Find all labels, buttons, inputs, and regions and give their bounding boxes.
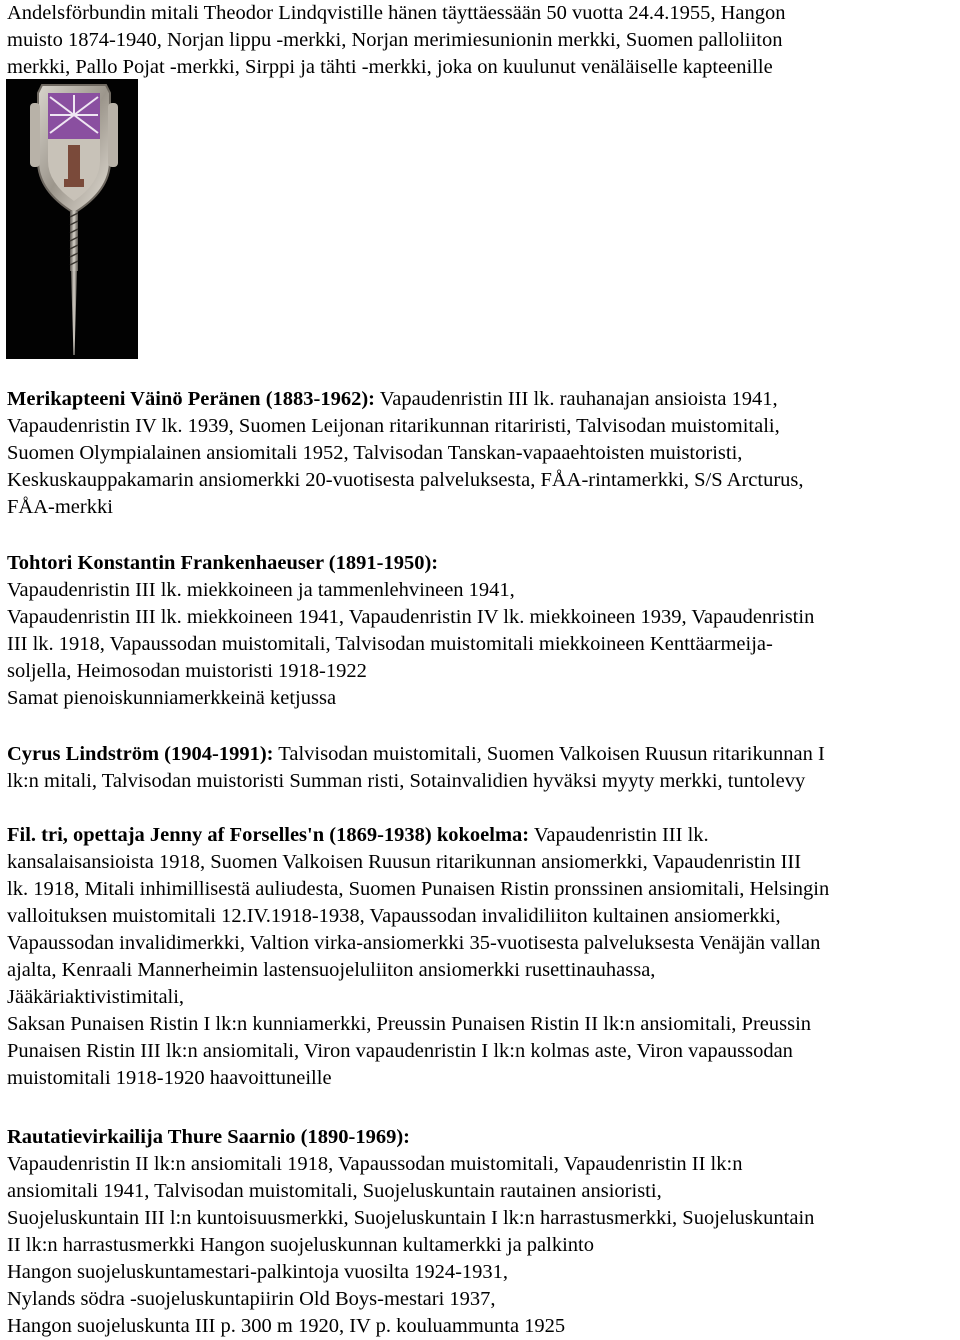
entry-line: Jääkäriaktivistimitali, bbox=[7, 986, 185, 1008]
entry-first-line bbox=[7, 741, 957, 768]
entry-line: ansiomitali 1941, Talvisodan muistomitali, Suojeluskuntain rautainen ansioristi, bbox=[7, 1180, 662, 1202]
entry-line: soljella, Heimosodan muistoristi 1918-1922 bbox=[7, 660, 367, 682]
entry-line: Punaisen Ristin III lk:n ansiomitali, Viron vapaudenristin I lk:n kolmas aste, Viron vapaussodan bbox=[7, 1040, 793, 1062]
entry-perenen bbox=[7, 386, 957, 521]
entry-line: III lk. 1918, Vapaussodan muistomitali, Talvisodan muistomitali miekkoineen Kenttäarmeija- bbox=[7, 633, 773, 655]
entry-text: Vapaudenristin III lk. rauhanajan ansioista 1941, bbox=[375, 388, 778, 410]
entry-line: Hangon suojeluskunta III p. 300 m 1920, IV p. kouluammunta 1925 bbox=[7, 1315, 566, 1337]
entry-saarnio bbox=[7, 1124, 957, 1340]
entry-line: lk:n mitali, Talvisodan muistoristi Summan risti, Sotainvalidien hyväksi myyty merkki, tuntolevy bbox=[7, 770, 806, 792]
entry-line: Suojeluskuntain III l:n kuntoisuusmerkki, Suojeluskuntain I lk:n harrastusmerkki, Suojeluskuntain bbox=[7, 1207, 815, 1229]
entry-line: muistomitali 1918-1920 haavoittuneille bbox=[7, 1067, 332, 1089]
intro-line: merkki, Pallo Pojat -merkki, Sirppi ja tähti -merkki, joka on kuulunut venäläiselle kapteenille bbox=[7, 56, 773, 78]
badge-pin-icon bbox=[6, 79, 138, 359]
entry-line: Samat pienoiskunniamerkkeinä ketjussa bbox=[7, 687, 337, 709]
person-name: Rautatievirkailija Thure Saarnio (1890-1969): bbox=[7, 1126, 410, 1148]
intro-line: Andelsförbundin mitali Theodor Lindqvistille hänen täyttäessään 50 vuotta 24.4.1955, Hangon bbox=[7, 2, 786, 24]
person-name: Tohtori Konstantin Frankenhaeuser (1891-1950): bbox=[7, 552, 439, 574]
entry-line: Vapaudenristin II lk:n ansiomitali 1918, Vapaussodan muistomitali, Vapaudenristin II lk:n bbox=[7, 1153, 743, 1175]
entry-line: lk. 1918, Mitali inhimillisestä auliudesta, Suomen Punaisen Ristin pronssinen ansiomitali, Helsingin bbox=[7, 878, 830, 900]
entry-line: Vapaudenristin III lk. miekkoineen 1941, Vapaudenristin IV lk. miekkoineen 1939, Vapaudenristin bbox=[7, 606, 815, 628]
entry-line: Hangon suojeluskuntamestari-palkintoja vuosilta 1924-1931, bbox=[7, 1261, 509, 1283]
entry-line: Vapaussodan invalidimerkki, Valtion virka-ansiomerkki 35-vuotisesta palveluksesta Venäjän vallan bbox=[7, 932, 821, 954]
entry-line: Vapaudenristin III lk. miekkoineen ja tammenlehvineen 1941, bbox=[7, 579, 515, 601]
entry-line: FÅA-merkki bbox=[7, 496, 113, 518]
entry-text: Talvisodan muistomitali, Suomen Valkoisen Ruusun ritarikunnan I bbox=[273, 743, 825, 765]
entry-frankenhaeuser bbox=[7, 550, 957, 712]
person-name: Merikapteeni Väinö Peränen (1883-1962): bbox=[7, 388, 375, 410]
entry-line: valloituksen muistomitali 12.IV.1918-1938, Vapaussodan invalidiliiton kultainen ansiomerkki, bbox=[7, 905, 781, 927]
entry-line: Nylands södra -suojeluskuntapiirin Old Boys-mestari 1937, bbox=[7, 1288, 496, 1310]
person-name: Cyrus Lindström (1904-1991): bbox=[7, 743, 274, 765]
intro-paragraph bbox=[7, 0, 957, 81]
entry-line: Suomen Olympialainen ansiomitali 1952, Talvisodan Tanskan-vapaaehtoisten muistoristi, bbox=[7, 442, 743, 464]
entry-line: kansalaisansioista 1918, Suomen Valkoisen Ruusun ritarikunnan ansiomerkki, Vapaudenristin III bbox=[7, 851, 802, 873]
entry-first-line bbox=[7, 386, 957, 413]
entry-first-line bbox=[7, 822, 957, 849]
entry-line: Saksan Punaisen Ristin I lk:n kunniamerkki, Preussin Punaisen Ristin II lk:n ansiomitali, Preussin bbox=[7, 1013, 812, 1035]
entry-line: Keskuskauppakamarin ansiomerkki 20-vuotisesta palveluksesta, FÅA-rintamerkki, S/S Arcturus, bbox=[7, 469, 804, 491]
entry-text: Vapaudenristin III lk. bbox=[529, 824, 709, 846]
entry-first-line bbox=[7, 550, 957, 577]
entry-line: ajalta, Kenraali Mannerheimin lastensuojeluliiton ansiomerkki rusettinauhassa, bbox=[7, 959, 656, 981]
intro-line: muisto 1874-1940, Norjan lippu -merkki, Norjan merimiesunionin merkki, Suomen palloliiton bbox=[7, 29, 783, 51]
entry-line: Vapaudenristin IV lk. 1939, Suomen Leijonan ritarikunnan ritariristi, Talvisodan muistomitali, bbox=[7, 415, 780, 437]
badge-pin-photo bbox=[6, 79, 138, 359]
entry-line: II lk:n harrastusmerkki Hangon suojeluskunnan kultamerkki ja palkinto bbox=[7, 1234, 594, 1256]
entry-forselles bbox=[7, 822, 957, 1092]
person-name: Fil. tri, opettaja Jenny af Forselles'n (1869-1938) kokoelma: bbox=[7, 824, 530, 846]
entry-first-line bbox=[7, 1124, 957, 1151]
entry-lindstrom bbox=[7, 741, 957, 795]
